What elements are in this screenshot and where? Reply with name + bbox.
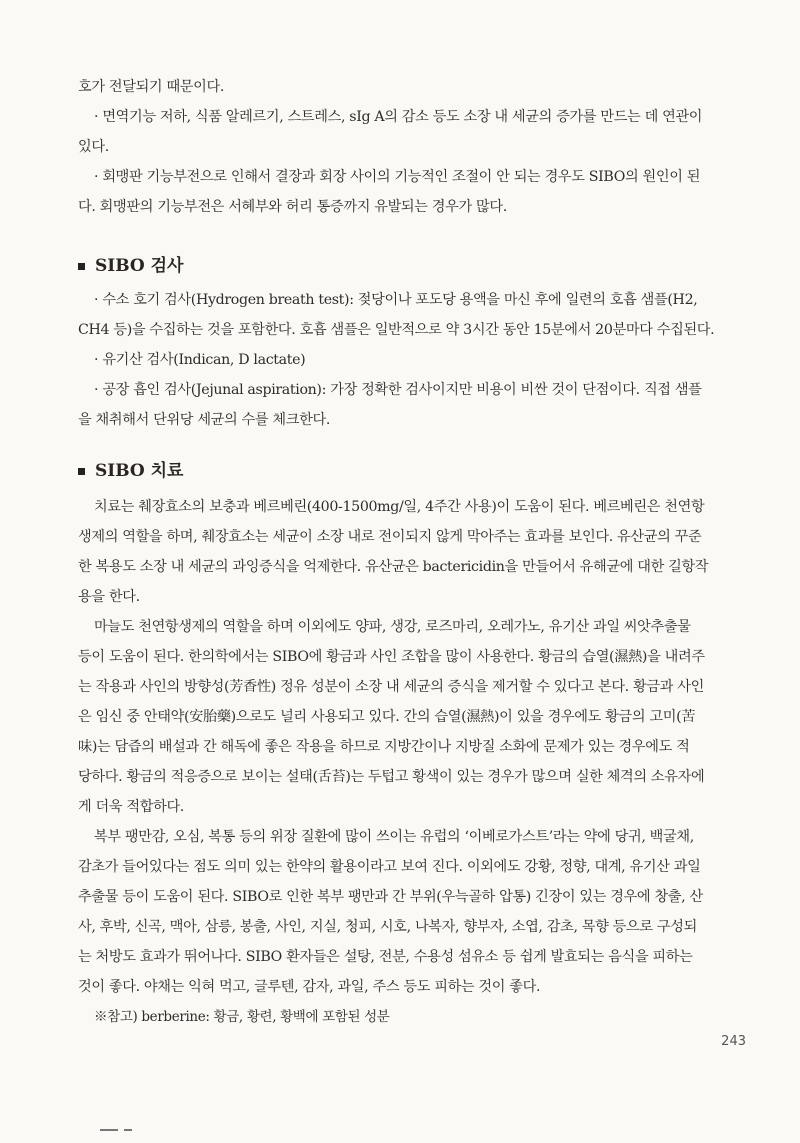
paragraph <box>78 492 746 612</box>
text-line: · 공장 흡인 검사(Jejunal aspiration): 가장 정확한 검사이지만 비용이 비싼 것이 단점이다. 직접 샘플 <box>94 382 702 398</box>
text-line: 은 임신 중 안태약(安胎藥)으로도 널리 사용되고 있다. 간의 습열(濕熱)이 있을 경우에도 황금의 고미(苦 <box>78 709 696 725</box>
text-line: 복부 팽만감, 오심, 복통 등의 위장 질환에 많이 쓰이는 유럽의 ‘이베로가스트’라는 약에 당귀, 백굴채, <box>94 829 694 845</box>
test-section-body <box>78 285 746 435</box>
text-line: 는 처방도 효과가 뛰어나다. SIBO 환자들은 설탕, 전분, 수용성 섬유소 등 쉽게 발효되는 음식을 피하는 <box>78 949 693 965</box>
text-line: 추출물 등이 도움이 된다. SIBO로 인한 복부 팽만과 간 부위(우늑골하 압통) 긴장이 있는 경우에 창출, 산 <box>78 889 703 905</box>
text-line: 당하다. 황금의 적응증으로 보이는 설태(舌苔)는 두텁고 황색이 있는 경우가 많으며 실한 체격의 소유자에 <box>78 769 705 785</box>
reference-note: ※참고) berberine: 황금, 황련, 황백에 포함된 성분 <box>94 1009 390 1025</box>
text-line: 것이 좋다. 야채는 익혀 먹고, 글루텐, 감자, 과일, 주스 등도 피하는 것이 좋다. <box>78 979 541 995</box>
paragraph <box>78 822 746 1002</box>
text-line: 등이 도움이 된다. 한의학에서는 SIBO에 황금과 사인 조합을 많이 사용한다. 황금의 습열(濕熱)을 내려주 <box>78 649 705 665</box>
text-line: · 면역기능 저하, 식품 알레르기, 스트레스, sIg A의 감소 등도 소장 내 세균의 증가를 만드는 데 연관이 <box>94 109 703 125</box>
treatment-section-body <box>78 492 746 1032</box>
paragraph <box>78 612 746 822</box>
scan-mark <box>100 1129 118 1131</box>
section-heading-test <box>78 251 183 281</box>
text-line: 호가 전달되기 때문이다. <box>78 79 225 95</box>
text-line: · 회맹판 기능부전으로 인해서 결장과 회장 사이의 기능적인 조절이 안 되는 경우도 SIBO의 원인이 된 <box>94 169 701 185</box>
text-line: 용을 한다. <box>78 589 140 605</box>
text-line: 치료는 췌장효소의 보충과 베르베린(400-1500mg/일, 4주간 사용)이 도움이 된다. 베르베린은 천연항 <box>94 499 705 515</box>
page-number: 243 <box>721 1034 746 1049</box>
text-line: CH4 등)을 수집하는 것을 포함한다. 호흡 샘플은 일반적으로 약 3시간 동안 15분에서 20분마다 수집된다. <box>78 322 715 338</box>
text-line: 한 복용도 소장 내 세균의 과잉증식을 억제한다. 유산균은 bactericidin을 만들어서 유해균에 대한 길항작 <box>78 559 709 575</box>
text-line: 味)는 담즙의 배설과 간 해독에 좋은 작용을 하므로 지방간이나 지방질 소화에 문제가 있는 경우에도 적 <box>78 739 690 755</box>
text-line: 사, 후박, 신곡, 맥아, 삼릉, 봉출, 사인, 지실, 청피, 시호, 나복자, 향부자, 소엽, 감초, 목향 등으로 구성되 <box>78 919 697 935</box>
scan-mark <box>124 1129 132 1131</box>
text-line: 마늘도 천연항생제의 역할을 하며 이외에도 양파, 생강, 로즈마리, 오레가노, 유기산 과일 씨앗추출물 <box>94 619 691 635</box>
text-line: · 수소 호기 검사(Hydrogen breath test): 젖당이나 포도당 용액을 마신 후에 일련의 호흡 샘플(H2, <box>94 292 698 308</box>
text-line: 있다. <box>78 139 109 155</box>
text-line: 감초가 들어있다는 점도 의미 있는 한약의 활용이라고 보여 진다. 이외에도 강황, 정향, 대계, 유기산 과일 <box>78 859 701 875</box>
text-line: 다. 회맹판의 기능부전은 서혜부와 허리 통증까지 유발되는 경우가 많다. <box>78 199 507 215</box>
text-line: 게 더욱 적합하다. <box>78 799 184 815</box>
intro-block <box>78 72 746 222</box>
square-bullet-icon <box>78 263 85 270</box>
section-heading-text: SIBO 치료 <box>95 461 184 481</box>
text-line: · 유기산 검사(Indican, D lactate) <box>94 352 306 368</box>
text-line: 는 작용과 사인의 방향성(芳香性) 정유 성분이 소장 내 세균의 증식을 제거할 수 있다고 본다. 황금과 사인 <box>78 679 704 695</box>
text-line: 을 채취해서 단위당 세균의 수를 체크한다. <box>78 412 330 428</box>
section-heading-treatment <box>78 456 183 486</box>
text-line: 생제의 역할을 하며, 췌장효소는 세균이 소장 내로 전이되지 않게 막아주는 효과를 보인다. 유산균의 꾸준 <box>78 529 702 545</box>
square-bullet-icon <box>78 468 85 475</box>
section-heading-text: SIBO 검사 <box>95 256 184 276</box>
